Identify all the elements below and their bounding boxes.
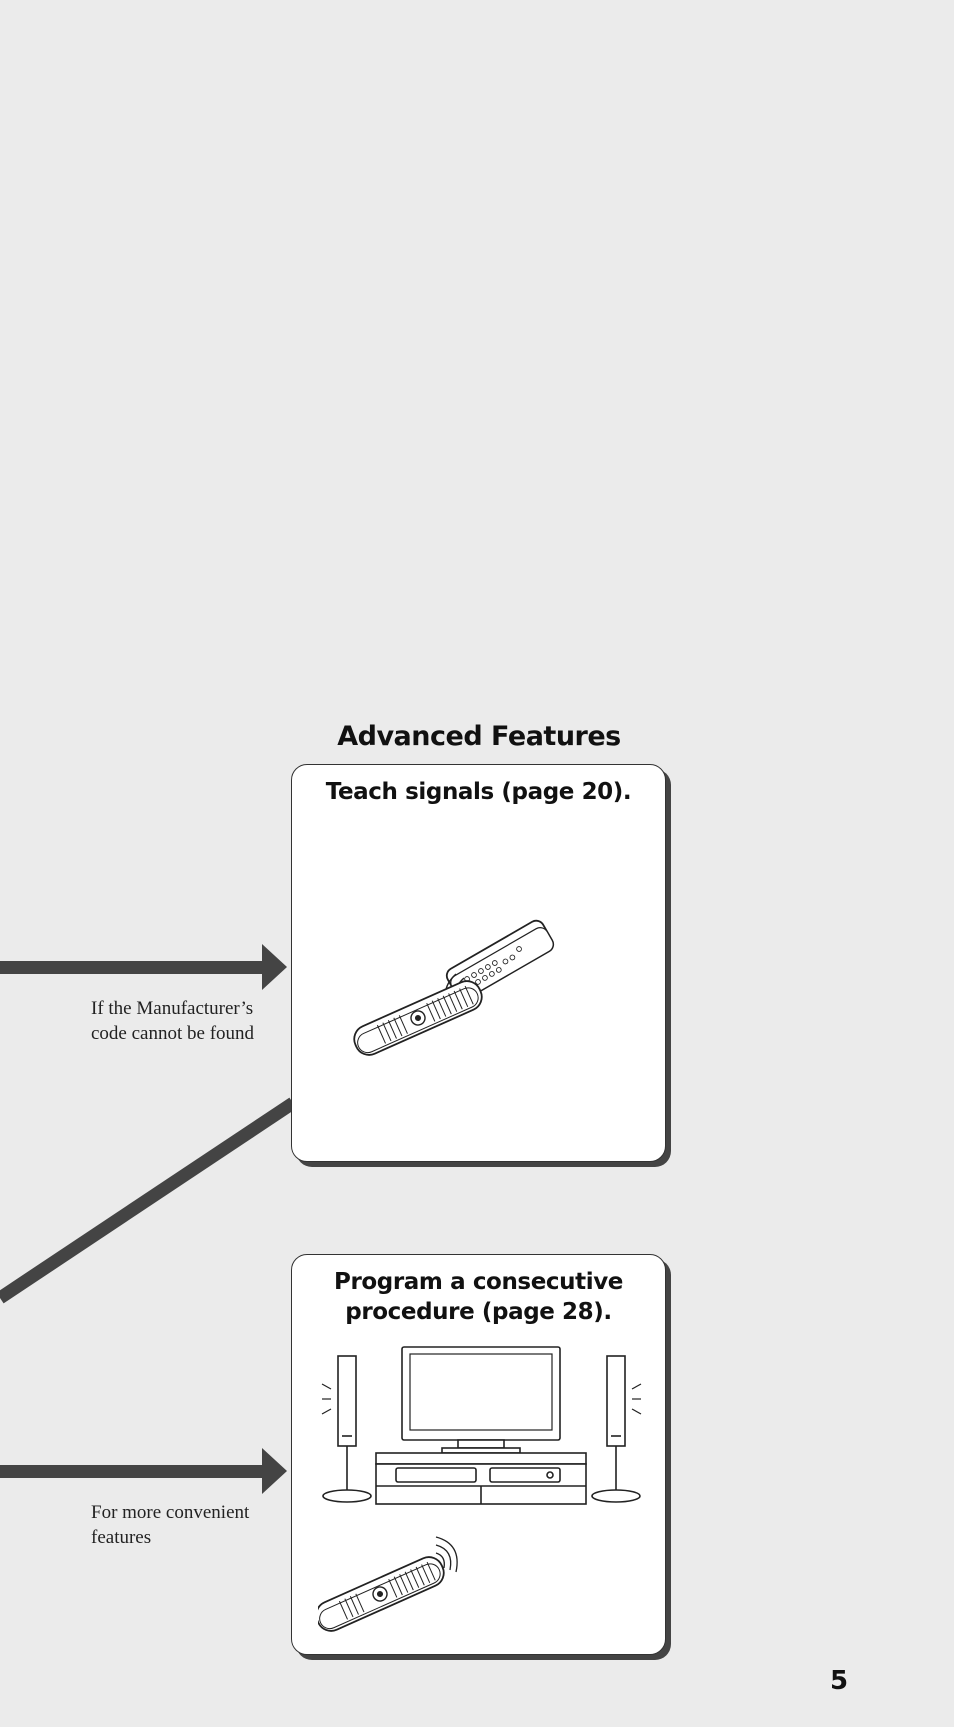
note-convenient-line1: For more convenient — [91, 1502, 250, 1523]
note-convenient-line2: features — [91, 1527, 152, 1548]
note-manufacturer-code — [91, 996, 281, 1046]
teach-signals-illustration — [340, 890, 620, 1070]
arrow-to-teach-signals — [0, 944, 287, 990]
home-theater-icon — [323, 1347, 640, 1504]
remote-control-icon — [318, 1553, 448, 1636]
remote-control-icon — [350, 977, 486, 1060]
home-theater-illustration — [318, 1344, 648, 1644]
advanced-features-heading: Advanced Features — [337, 721, 621, 752]
note-convenient-features — [91, 1500, 281, 1550]
note-manufacturer-line2: code cannot be found — [91, 1023, 255, 1044]
page-number: 5 — [830, 1666, 849, 1696]
note-manufacturer-line1: If the Manufacturer’s — [91, 998, 254, 1019]
teach-signals-title: Teach signals (page 20). — [325, 779, 632, 805]
consecutive-procedure-title-line2: procedure (page 28). — [345, 1299, 612, 1325]
diagonal-connector-line — [0, 1103, 293, 1298]
consecutive-procedure-title — [292, 1267, 665, 1327]
consecutive-procedure-title-line1: Program a consecutive — [333, 1269, 623, 1295]
arrow-to-consecutive-procedure — [0, 1448, 287, 1494]
